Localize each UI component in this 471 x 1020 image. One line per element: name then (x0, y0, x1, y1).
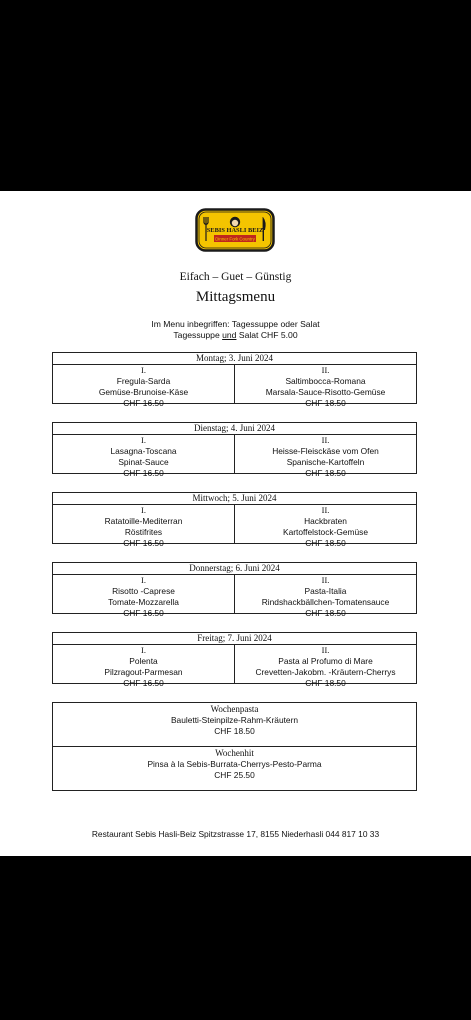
day-block-monday (52, 352, 417, 408)
page-title: Mittagsmenu (195, 289, 276, 305)
weekly-hit-dish: Pinsa à la Sebis-Burrata-Cherrys-Pesto-Parma (147, 759, 322, 769)
day-block-friday (52, 632, 417, 688)
dish-name: Pasta al Profumo di Mare (278, 656, 373, 666)
dish-name: Polenta (129, 656, 158, 666)
day-date: Donnerstag; 6. Juni 2024 (53, 563, 416, 575)
dish-price: CHF 16.50 (123, 398, 164, 408)
tagline: Eifach – Guet – Günstig (179, 271, 292, 283)
menu-option-2: II. Pasta-Italia Rindshackbällchen-Tomatensauce CHF 18.50 (234, 575, 416, 613)
dish-side: Rindshackbällchen-Tomatensauce (261, 597, 390, 607)
menu-option-1: I. Lasagna-Toscana Spinat-Sauce CHF 16.50 (53, 435, 234, 473)
dish-side: Marsala-Sauce-Risotto-Gemüse (265, 387, 386, 397)
dish-price: CHF 18.50 (305, 538, 346, 548)
included-note (0, 319, 471, 341)
chef-portrait-icon (230, 217, 240, 227)
dish-side: Kartoffelstock-Gemüse (282, 527, 369, 537)
menu-option-2: II. Pasta al Profumo di Mare Crevetten-Jakobm. -Kräutern-Cherrys CHF 18.50 (234, 645, 416, 683)
dish-name: Heisse-Fleisckäse vom Ofen (272, 446, 379, 456)
dish-side: Röstifrites (124, 527, 163, 537)
dish-side: Pilzragout-Parmesan (104, 667, 183, 677)
menu-option-1: I. Fregula-Sarda Gemüse-Brunoise-Käse CHF 16.50 (53, 365, 234, 403)
day-block-tuesday (52, 422, 417, 478)
dish-name: Ratatoille-Mediterran (104, 516, 183, 526)
dish-side: Gemüse-Brunoise-Käse (98, 387, 189, 397)
menu-option-1: I. Polenta Pilzragout-Parmesan CHF 16.50 (53, 645, 234, 683)
day-date: Montag; 3. Juni 2024 (53, 353, 416, 365)
day-date: Mittwoch; 5. Juni 2024 (53, 493, 416, 505)
day-date: Dienstag; 4. Juni 2024 (53, 423, 416, 435)
menu-option-1: I. Risotto -Caprese Tomate-Mozzarella CHF 16.50 (53, 575, 234, 613)
weekly-hit-price: CHF 25.50 (214, 770, 255, 780)
weekly-pasta-block (52, 702, 417, 747)
included-line-2: Tagessuppe und Salat CHF 5.00 (173, 330, 298, 340)
day-date: Freitag; 7. Juni 2024 (53, 633, 416, 645)
footer-address: Restaurant Sebis Hasli-Beiz Spitzstrasse 17, 8155 Niederhasli 044 817 10 33 (91, 829, 380, 839)
menu-option-2: II. Saltimbocca-Romana Marsala-Sauce-Risotto-Gemüse CHF 18.50 (234, 365, 416, 403)
dish-price: CHF 16.50 (123, 468, 164, 478)
dish-name: Pasta-Italia (304, 586, 347, 596)
dish-price: CHF 18.50 (305, 608, 346, 618)
menu-page (0, 191, 471, 856)
dish-side: Spinat-Sauce (118, 457, 169, 467)
weekly-pasta-price: CHF 18.50 (214, 726, 255, 736)
dish-name: Risotto -Caprese (112, 586, 175, 596)
dish-name: Lasagna-Toscana (110, 446, 177, 456)
weekly-hit-block (52, 746, 417, 791)
dish-name: Saltimbocca-Romana (285, 376, 366, 386)
weekly-pasta-dish: Bauletti-Steinpilze-Rahm-Kräutern (170, 715, 299, 725)
dish-side: Crevetten-Jakobm. -Kräutern-Cherrys (255, 667, 396, 677)
menu-option-2: II. Hackbraten Kartoffelstock-Gemüse CHF 18.50 (234, 505, 416, 543)
dish-name: Fregula-Sarda (116, 376, 171, 386)
dish-price: CHF 18.50 (305, 468, 346, 478)
day-block-thursday (52, 562, 417, 618)
menu-option-2: II. Heisse-Fleisckäse vom Ofen Spanische-Kartoffeln CHF 18.50 (234, 435, 416, 473)
dish-price: CHF 18.50 (305, 678, 346, 688)
dish-price: CHF 16.50 (123, 678, 164, 688)
weekly-hit-title: Wochenhit (215, 748, 254, 758)
dish-price: CHF 16.50 (123, 538, 164, 548)
included-line-1: Im Menu inbegriffen: Tagessuppe oder Salat (151, 319, 320, 329)
logo-brand-text: SEBIS HASLI BEIZ (206, 227, 264, 234)
weekly-pasta-title: Wochenpasta (210, 704, 259, 714)
dish-price: CHF 18.50 (305, 398, 346, 408)
dish-price: CHF 16.50 (123, 608, 164, 618)
dish-name: Hackbraten (304, 516, 347, 526)
restaurant-logo (195, 208, 275, 252)
dish-side: Tomate-Mozzarella (108, 597, 179, 607)
dish-side: Spanische-Kartoffeln (286, 457, 365, 467)
logo-banner-text: Dinner Fork Country (215, 236, 255, 242)
menu-option-1: I. Ratatoille-Mediterran Röstifrites CHF 16.50 (53, 505, 234, 543)
day-block-wednesday (52, 492, 417, 548)
